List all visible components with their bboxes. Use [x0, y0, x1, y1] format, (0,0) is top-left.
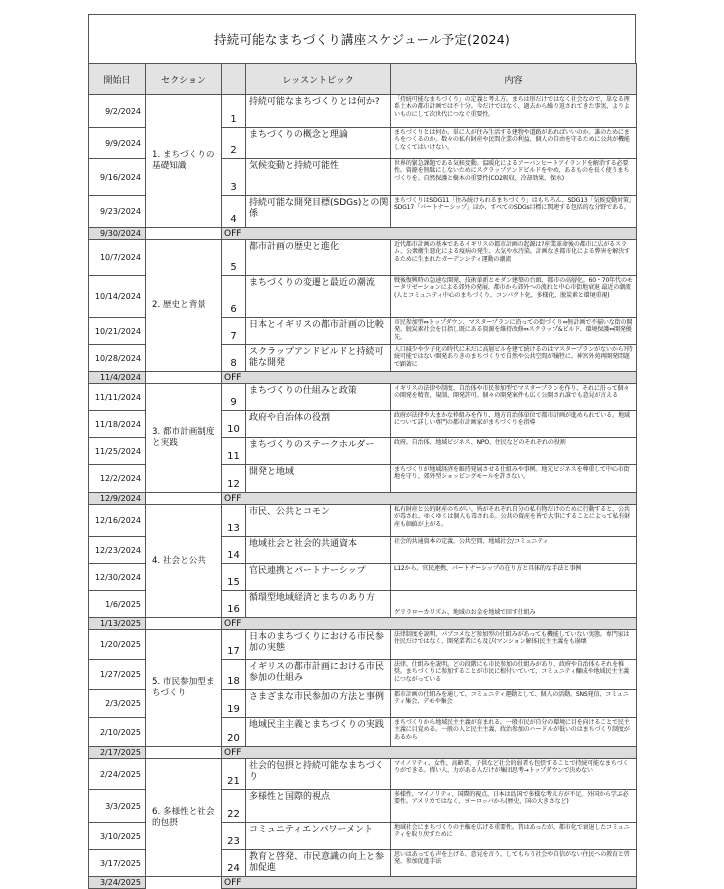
section-cell: 1. まちづくりの基礎知識 [146, 95, 222, 228]
lesson-topic: 政府や自治体の役割 [246, 411, 391, 438]
date-cell: 12/16/2024 [89, 505, 146, 537]
table-row [89, 630, 637, 660]
lesson-topic: 日本のまちづくりにおける市民参加の実態 [246, 630, 391, 660]
lesson-number: 24 [222, 850, 246, 877]
off-label: OFF [222, 493, 637, 505]
date-cell: 9/2/2024 [89, 95, 146, 128]
date-cell: 3/24/2025 [89, 877, 146, 889]
lesson-content: マイノリティ、女性、高齢者、子供など社会的弱者も包摂することで持続可能なまちづくりができる。偉い人、力がある人だけが集団思考→トップダウンで決めない [391, 759, 637, 790]
header-section: セクション [146, 64, 222, 95]
date-cell: 10/28/2024 [89, 345, 146, 372]
lesson-content: 政府が法律や大まかな枠組みを作り、地方自治体単位で都市計画が進められている。地域について詳しい専門の都市計画家がまちづくりを指導 [391, 411, 637, 438]
date-cell: 11/18/2024 [89, 411, 146, 438]
date-cell: 1/6/2025 [89, 591, 146, 618]
lesson-number: 9 [222, 384, 246, 411]
lesson-content: ゲリラローカリズム、地域のお金を地域で回す仕組み [391, 591, 637, 618]
lesson-number: 19 [222, 690, 246, 718]
lesson-number: 23 [222, 823, 246, 850]
section-cell: 5. 市民参加型まちづくり [146, 630, 222, 747]
lesson-content: まちづくりとは何か。単に人が住み生活する建物や道路があればいいのか。誰のためにまちをつくるのか。数々の私有財産や民間企業の利益、個人の自由を守るために公共が機能しなくてはいけない。 [391, 128, 637, 159]
date-cell: 2/24/2025 [89, 759, 146, 790]
off-row [89, 372, 637, 384]
date-cell: 12/23/2024 [89, 537, 146, 564]
lesson-content: 「持続可能なまちづくり」の定義と考え方。まちは形だけではなく社会なので、単なる理系土木の都市計画では不十分。今だけではなく、過去から繰り返されてきた事実、よりよいものにして次世代につなぐ重要性。 [391, 95, 637, 128]
off-spacer [146, 372, 222, 384]
off-row [89, 493, 637, 505]
section-cell: 4. 社会と公共 [146, 505, 222, 618]
lesson-content: まちづくりが地域経済を維持発展させる仕組みや事例。地元ビジネスを尊重して中心市街地を守り、郊外型ショッピングモールを許さない。 [391, 465, 637, 493]
date-cell: 1/13/2025 [89, 618, 146, 630]
off-label: OFF [222, 747, 637, 759]
table-row [89, 384, 637, 411]
lesson-topic: スクラップアンドビルドと持続可能な開発 [246, 345, 391, 372]
lesson-number: 4 [222, 196, 246, 228]
lesson-number: 6 [222, 276, 246, 318]
lesson-topic: 都市計画の歴史と進化 [246, 240, 391, 276]
lesson-number: 5 [222, 240, 246, 276]
lesson-content: 人口減少や少子化の時代に未だに高層ビルを建て続けるのはマスタープランがないから?持続可能ではない開発ありきのまちづくりで自然や公共空間が犠牲に。神宮外苑再開発問題で顕著に [391, 345, 637, 372]
lesson-number: 14 [222, 537, 246, 564]
lesson-topic: 市民、公共とコモン [246, 505, 391, 537]
off-row [89, 747, 637, 759]
lesson-content: 私有財産と公的財産のちがい。皆がそれぞれ自分の私有物だけのために行動すると、公共が毒され、ゆくゆくは個人も毒される。公共の資産を皆で大事にすることによって私有財産も価値が上がる。 [391, 505, 637, 537]
date-cell: 1/20/2025 [89, 630, 146, 660]
lesson-content: 世界的緊急課題である気候変動。温暖化によるアーバンヒートアイランドを解消する必要性。資源を無駄にしないためにスクラップアンドビルドをやめ、あるものを長く使うまちづくりを。自然保護と樹木の重要性(CO2吸収、冷却効果、保水) [391, 159, 637, 196]
date-cell: 3/17/2025 [89, 850, 146, 877]
lesson-number: 20 [222, 718, 246, 747]
header-date: 開始日 [89, 64, 146, 95]
section-cell: 2. 歴史と背景 [146, 240, 222, 372]
lesson-number: 15 [222, 564, 246, 591]
date-cell: 11/4/2024 [89, 372, 146, 384]
off-spacer [146, 228, 222, 240]
lesson-topic: 教育と啓発、市民意識の向上と参加促進 [246, 850, 391, 877]
date-cell: 10/7/2024 [89, 240, 146, 276]
lesson-topic: まちづくりのステークホルダー [246, 438, 391, 465]
lesson-content: イギリスの法律や制度、自治体や市民参加型でマスタープランを作り、それに沿って個々の開発を精査、規制、開発許可。個々の開発案件も広く公開され誰でも意見が言える [391, 384, 637, 411]
off-spacer [146, 493, 222, 505]
off-label: OFF [222, 877, 637, 889]
lesson-topic: イギリスの都市計画における市民参加の仕組み [246, 660, 391, 690]
lesson-topic: 社会的包摂と持続可能なまちづくり [246, 759, 391, 790]
header-topic: レッスントピック [246, 64, 391, 95]
date-cell: 10/14/2024 [89, 276, 146, 318]
lesson-content: まちづくりはSDG11「住み続けられるまちづくり」はもちろん、SDG13「気候変動対策」SDG17「パートナーシップ」ほか、すべてのSDGs目標に関連する包括的な分野である。 [391, 196, 637, 228]
lesson-number: 8 [222, 345, 246, 372]
date-cell: 9/9/2024 [89, 128, 146, 159]
lesson-content: 近代都市計画の基本であるイギリスの都市計画の起源は?産業革命後の都市に広がるスラム、公衆衛生悪化による疫病の発生、大気や水汚染。計画なき都市化による弊害を解決するために生まれたガーデンシティ運動の潮流 [391, 240, 637, 276]
table-row [89, 505, 637, 537]
lesson-topic: さまざまな市民参加の方法と事例 [246, 690, 391, 718]
lesson-topic: まちづくりの仕組みと政策 [246, 384, 391, 411]
lesson-content: 地域社会にまちづくりの主権を広げる重要性。昔はあったが、都市化で衰退したコミュニティを取り戻すために [391, 823, 637, 850]
lesson-topic: まちづくりの変遷と最近の潮流 [246, 276, 391, 318]
lesson-content: 都市計画の仕組みを通して、コミュニティ運動として、個人の活動、SNS発信、コミュニティ集会、デモや集会 [391, 690, 637, 718]
date-cell: 12/30/2024 [89, 564, 146, 591]
date-cell: 9/30/2024 [89, 228, 146, 240]
lesson-number: 7 [222, 318, 246, 345]
lesson-content: L12から、官民連携、パートナーシップの在り方と具体的な手法と事例 [391, 564, 637, 591]
lesson-topic: まちづくりの概念と理論 [246, 128, 391, 159]
page-title: 持続可能なまちづくり講座スケジュール予定(2024) [88, 14, 636, 63]
date-cell: 10/21/2024 [89, 318, 146, 345]
header-row [89, 64, 637, 95]
table-row [89, 240, 637, 276]
table-row [89, 95, 637, 128]
section-cell: 3. 都市計画制度と実践 [146, 384, 222, 493]
off-spacer [146, 877, 222, 889]
lesson-number: 2 [222, 128, 246, 159]
off-row [89, 877, 637, 889]
lesson-topic: 官民連携とパートナーシップ [246, 564, 391, 591]
lesson-content: 社会的共通資本の定義、公共空間、地域社会/コミュニティ [391, 537, 637, 564]
lesson-content: 法律、仕組みを説明。どの段階にも市民参加の仕組みがあり、政府や自治体もそれを推奨。まちづくりに参加することが市民に根付いていて、コミュニティ醸成や地域民主主義につながっている [391, 660, 637, 690]
section-cell: 6. 多様性と社会的包摂 [146, 759, 222, 877]
date-cell: 12/9/2024 [89, 493, 146, 505]
lesson-topic: 持続可能な開発目標(SDGs)との関係 [246, 196, 391, 228]
lesson-topic: 多様性と国際的視点 [246, 790, 391, 823]
date-cell: 12/2/2024 [89, 465, 146, 493]
lesson-number: 12 [222, 465, 246, 493]
lesson-topic: 持続可能なまちづくりとは何か? [246, 95, 391, 128]
lesson-number: 21 [222, 759, 246, 790]
lesson-number: 18 [222, 660, 246, 690]
lesson-content: 思いはあっても声を上げる、意見を言う、してもらう社会や自信がない住民への教育と啓発、参加促進手法 [391, 850, 637, 877]
lesson-number: 16 [222, 591, 246, 618]
lesson-topic: 気候変動と持続可能性 [246, 159, 391, 196]
schedule-table [88, 63, 637, 889]
lesson-topic: コミュニティエンパワーメント [246, 823, 391, 850]
lesson-number: 22 [222, 790, 246, 823]
off-label: OFF [222, 372, 637, 384]
table-row [89, 759, 637, 790]
off-row [89, 228, 637, 240]
date-cell: 11/25/2024 [89, 438, 146, 465]
date-cell: 1/27/2025 [89, 660, 146, 690]
lesson-content: 多様性、マイノリティ、国際的視点、日本は島国で多様な考え方が不足。外国から学ぶ必要性。アメリカではなく、ヨーロッパから(歴史、国の大きさなど) [391, 790, 637, 823]
lesson-topic: 循環型地域経済とまちのあり方 [246, 591, 391, 618]
lesson-number: 10 [222, 411, 246, 438]
off-row [89, 618, 637, 630]
lesson-content: 法律制度を説明、パブコメなど参加型の仕組みがあっても機能していない実態。専門家は住民だけではなく、開発業者にも及び(マンション解体)民主主義をも崩壊 [391, 630, 637, 660]
date-cell: 2/3/2025 [89, 690, 146, 718]
date-cell: 9/23/2024 [89, 196, 146, 228]
date-cell: 2/17/2025 [89, 747, 146, 759]
date-cell: 9/16/2024 [89, 159, 146, 196]
date-cell: 11/11/2024 [89, 384, 146, 411]
lesson-number: 13 [222, 505, 246, 537]
header-num [222, 64, 246, 95]
schedule-document [88, 14, 636, 889]
off-label: OFF [222, 618, 637, 630]
lesson-topic: 開発と地域 [246, 465, 391, 493]
lesson-content: 戦後復興時の急速な開発、技術革新とモダン建築の台頭、都市の高層化。60・70年代のモータリゼーションによる郊外の発展、都市から郊外への流れと中心市街地衰退 最近の潮流(人とコミュニティ中心のまちづくり、コンパクト化、多様化、脱炭素と環境重視) [391, 276, 637, 318]
off-spacer [146, 618, 222, 630]
header-content: 内容 [391, 64, 637, 95]
lesson-number: 11 [222, 438, 246, 465]
lesson-content: まちづくりから地域民主主義が育まれる。一般市民が自分の環境に目を向けることで民主主義に目覚める。一般の人と民主主義、政治参加のハードルが低いのはまちづくり制度があるから [391, 718, 637, 747]
off-spacer [146, 747, 222, 759]
lesson-content: 市民参加型⇔トップダウン、マスタープランに沿っての街づくり⇔無計画で不揃いな街の開発、脱炭素社会を目指し既にある資源を維持改修⇔スクラップ&ビルド、環境保護⇔開発優先、 [391, 318, 637, 345]
lesson-topic: 地域民主主義とまちづくりの実践 [246, 718, 391, 747]
lesson-topic: 日本とイギリスの都市計画の比較 [246, 318, 391, 345]
date-cell: 3/10/2025 [89, 823, 146, 850]
lesson-topic: 地域社会と社会的共通資本 [246, 537, 391, 564]
date-cell: 3/3/2025 [89, 790, 146, 823]
date-cell: 2/10/2025 [89, 718, 146, 747]
lesson-content: 政府、自治体、地域ビジネス、NPO、住民などのそれぞれの役割 [391, 438, 637, 465]
lesson-number: 17 [222, 630, 246, 660]
lesson-number: 1 [222, 95, 246, 128]
off-label: OFF [222, 228, 637, 240]
lesson-number: 3 [222, 159, 246, 196]
